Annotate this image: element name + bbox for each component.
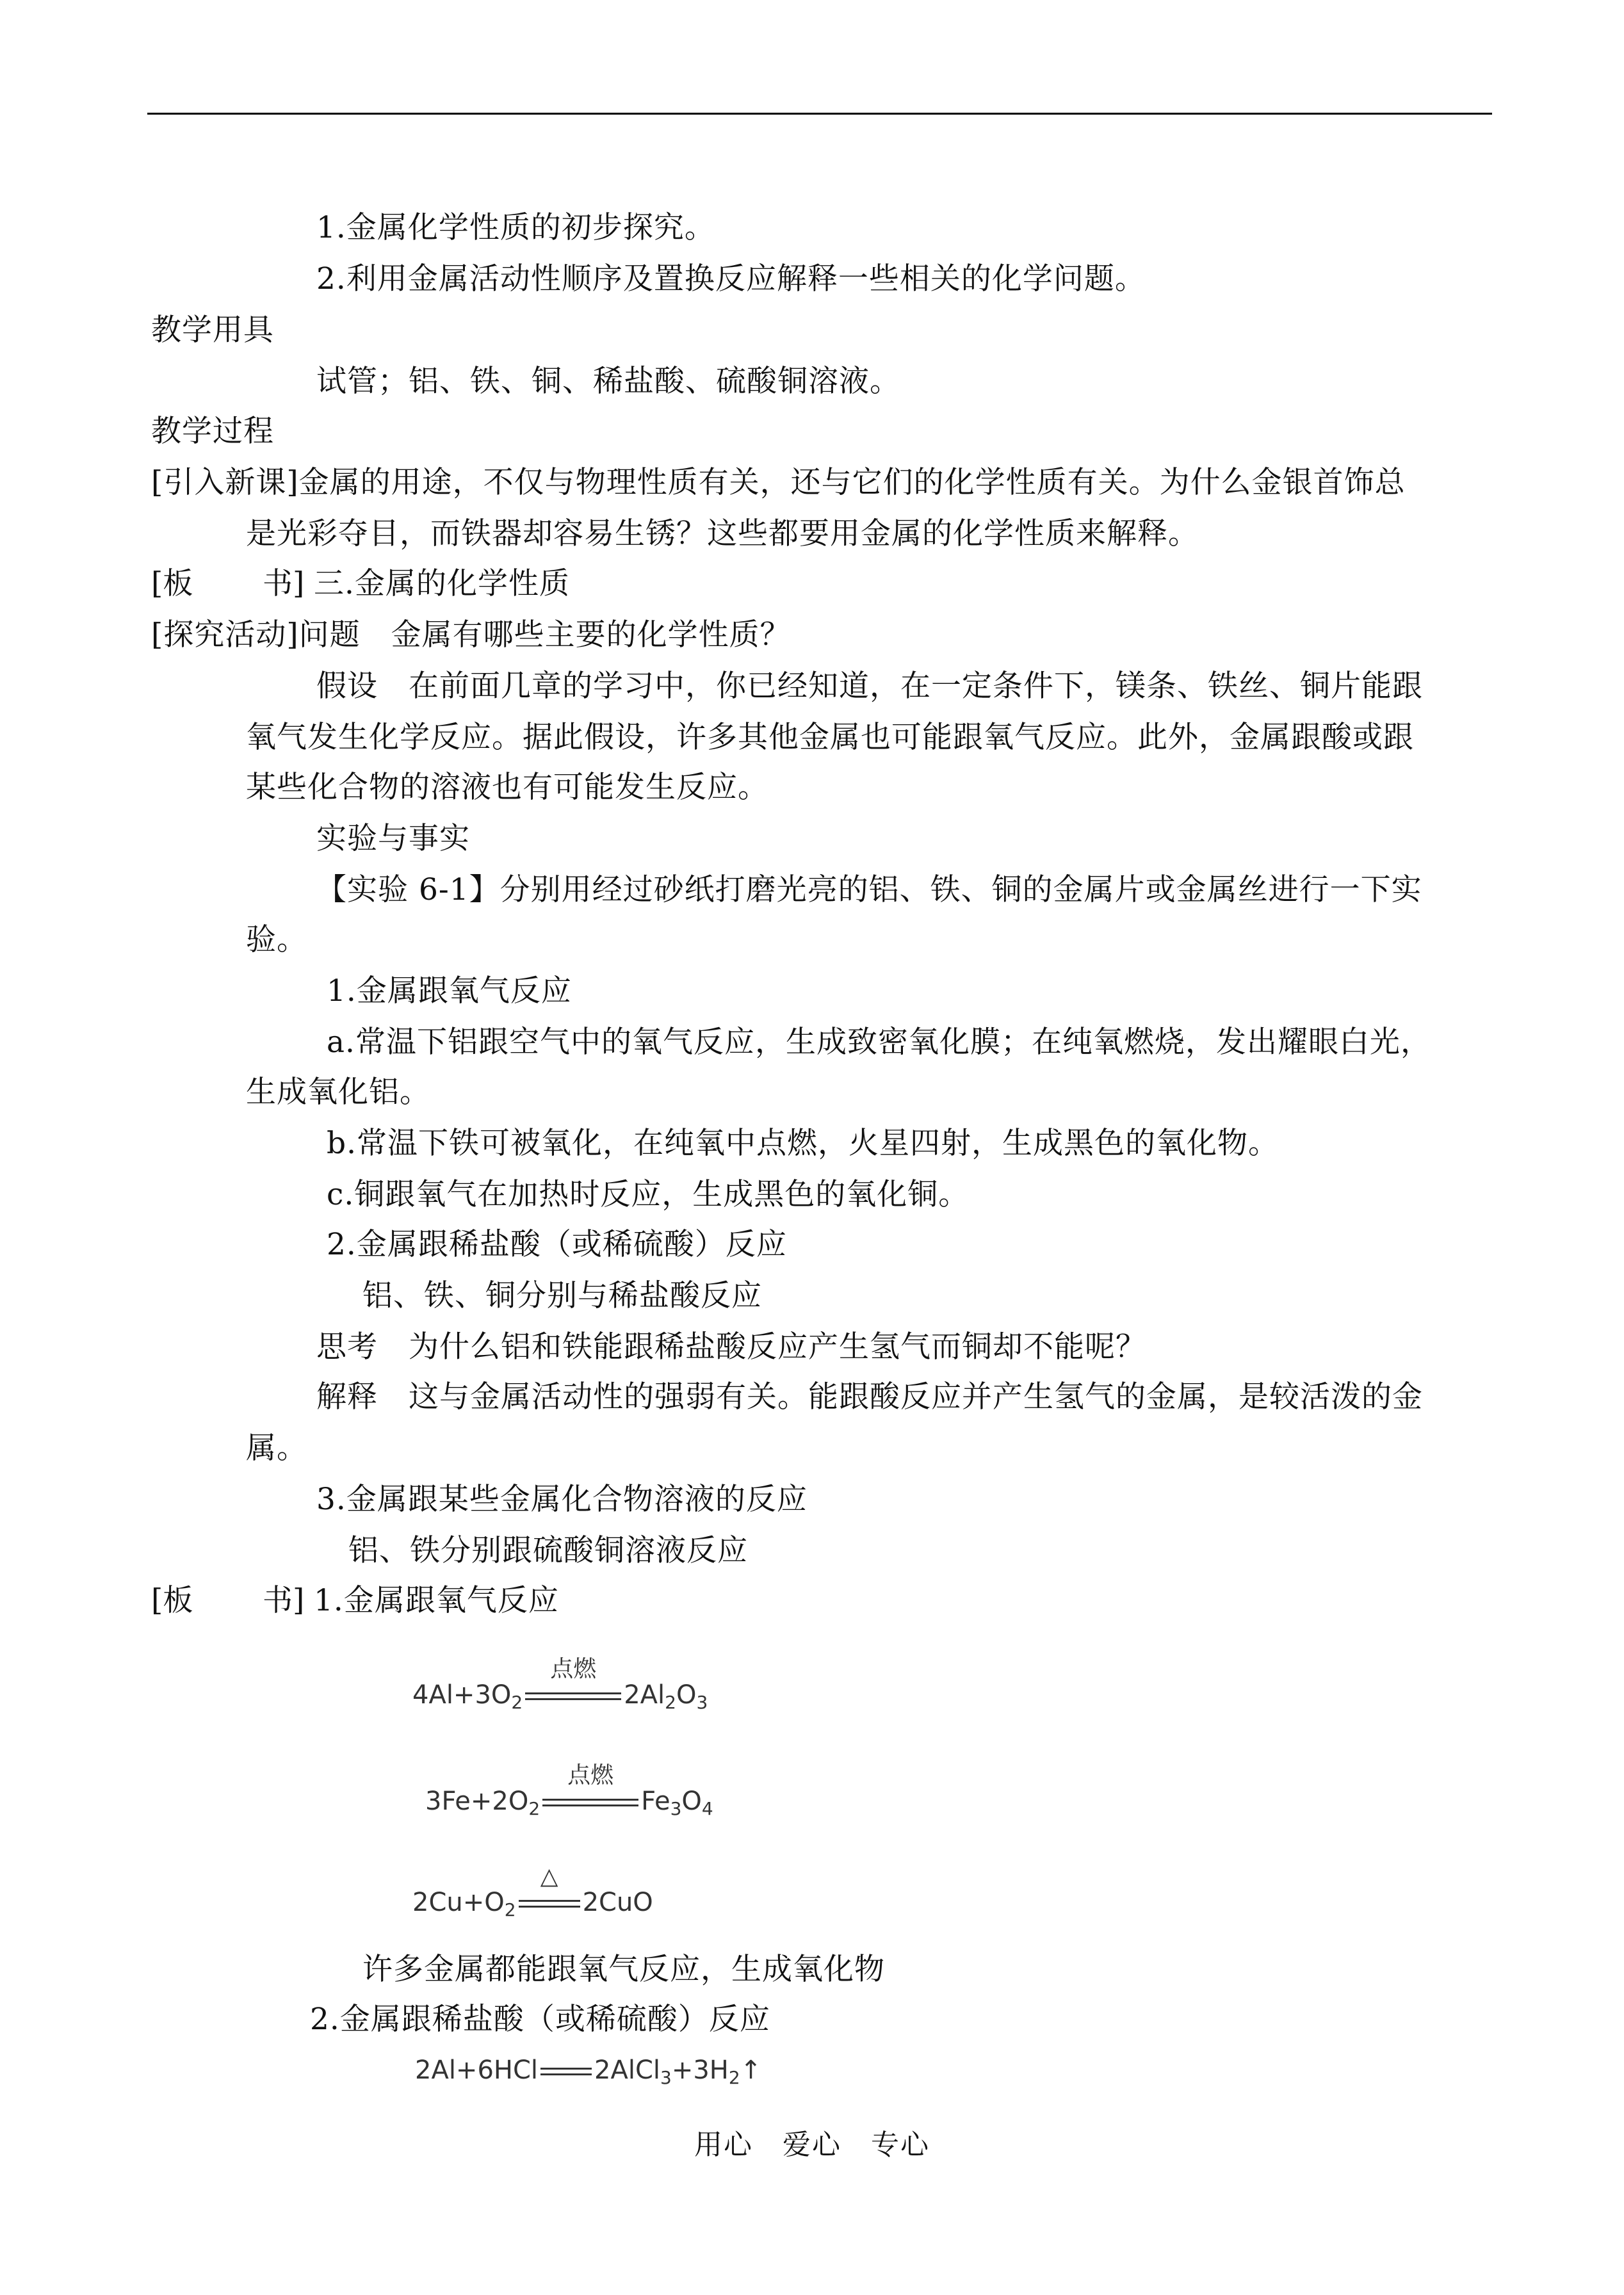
tools-list: 试管；铝、铁、铜、稀盐酸、硫酸铜溶液。 [316,364,900,399]
item-b: b.常温下铁可被氧化，在纯氧中点燃，火星四射，生成黑色的氧化物。 [327,1126,1279,1161]
experiment-6-1-line-2: 验。 [246,922,307,957]
hypothesis-line-2: 氧气发生化学反应。据此假设，许多其他金属也可能跟氧气反应。此外，金属跟酸或跟 [246,720,1414,755]
intro-paragraph-line-1: [引入新课]金属的用途，不仅与物理性质有关，还与它们的化学性质有关。为什么金银首饰总 [151,465,1406,500]
experiment-heading: 实验与事实 [316,821,470,856]
reaction-condition: 点燃 [525,1690,621,1703]
equation-iron-oxygen: $3Fe+2O_2$ 点燃 $Fe_3O_4$ [425,1762,713,1819]
intro-paragraph-line-2: 是光彩夺目，而铁器却容易生锈？这些都要用金属的化学性质来解释。 [246,516,1199,551]
reaction-condition: △ [519,1897,580,1910]
acid-reaction-heading: 2.金属跟稀盐酸（或稀硫酸）反应 [327,1227,787,1262]
section-heading-tools: 教学用具 [151,312,274,348]
objective-2: 2.利用金属活动性顺序及置换反应解释一些相关的化学问题。 [316,261,1146,296]
equation-aluminum-oxygen: $4Al+3O_2$ 点燃 $2Al_2O_3$ [412,1656,708,1713]
equation-copper-oxygen: $2Cu+O_2$ △ 2CuO [412,1863,653,1920]
board-item-1: 1.金属跟氧气反应 [314,1583,559,1618]
solution-reaction-detail: 铝、铁分别跟硫酸铜溶液反应 [348,1533,748,1568]
board-tag-close-2: 书] [263,1583,305,1618]
board-title: 三.金属的化学性质 [314,566,570,601]
item-a-line-1: a.常温下铝跟空气中的氧气反应，生成致密氧化膜；在纯氧燃烧，发出耀眼白光， [327,1025,1431,1060]
board-tag-close-1: 书] [263,566,305,601]
item-c: c.铜跟氧气在加热时反应，生成黑色的氧化铜。 [327,1177,970,1212]
reaction-condition: 点燃 [542,1796,638,1809]
acid-reaction-detail: 铝、铁、铜分别与稀盐酸反应 [362,1278,762,1313]
section-heading-process: 教学过程 [151,414,274,449]
oxygen-reaction-heading: 1.金属跟氧气反应 [327,973,572,1009]
explanation-line-1: 解释 这与金属活动性的强弱有关。能跟酸反应并产生氢气的金属，是较活泼的金 [316,1379,1423,1415]
page-footer: 用心 爱心 专心 [694,2129,930,2161]
board-item-2: 2.金属跟稀盐酸（或稀硫酸）反应 [310,2002,770,2037]
gas-arrow-icon: ↑ [740,2056,762,2085]
explanation-line-2: 属。 [246,1431,307,1466]
inquiry-question: [探究活动]问题 金属有哪些主要的化学性质？ [151,617,791,653]
oxygen-reaction-summary: 许多金属都能跟氧气反应，生成氧化物 [362,1952,885,1987]
experiment-6-1-line-1: 【实验 6-1】分别用经过砂纸打磨光亮的铝、铁、铜的金属片或金属丝进行一下实 [316,872,1422,907]
think-question: 思考 为什么铝和铁能跟稀盐酸反应产生氢气而铜却不能呢？ [316,1329,1146,1365]
hypothesis-line-3: 某些化合物的溶液也有可能发生反应。 [246,770,768,805]
hypothesis-line-1: 假设 在前面几章的学习中，你已经知道，在一定条件下，镁条、铁丝、铜片能跟 [316,669,1423,704]
solution-reaction-heading: 3.金属跟某些金属化合物溶液的反应 [316,1482,808,1517]
item-a-line-2: 生成氧化铝。 [246,1075,430,1110]
board-tag-open-1: [板 [151,566,193,601]
header-rule [147,113,1492,115]
objective-1: 1.金属化学性质的初步探究。 [316,210,715,245]
equals-sign [540,2068,592,2075]
equation-aluminum-hcl: 2Al+6HCl $2AlCl_3+3H_2↑$ [415,2056,762,2088]
board-tag-open-2: [板 [151,1583,193,1618]
